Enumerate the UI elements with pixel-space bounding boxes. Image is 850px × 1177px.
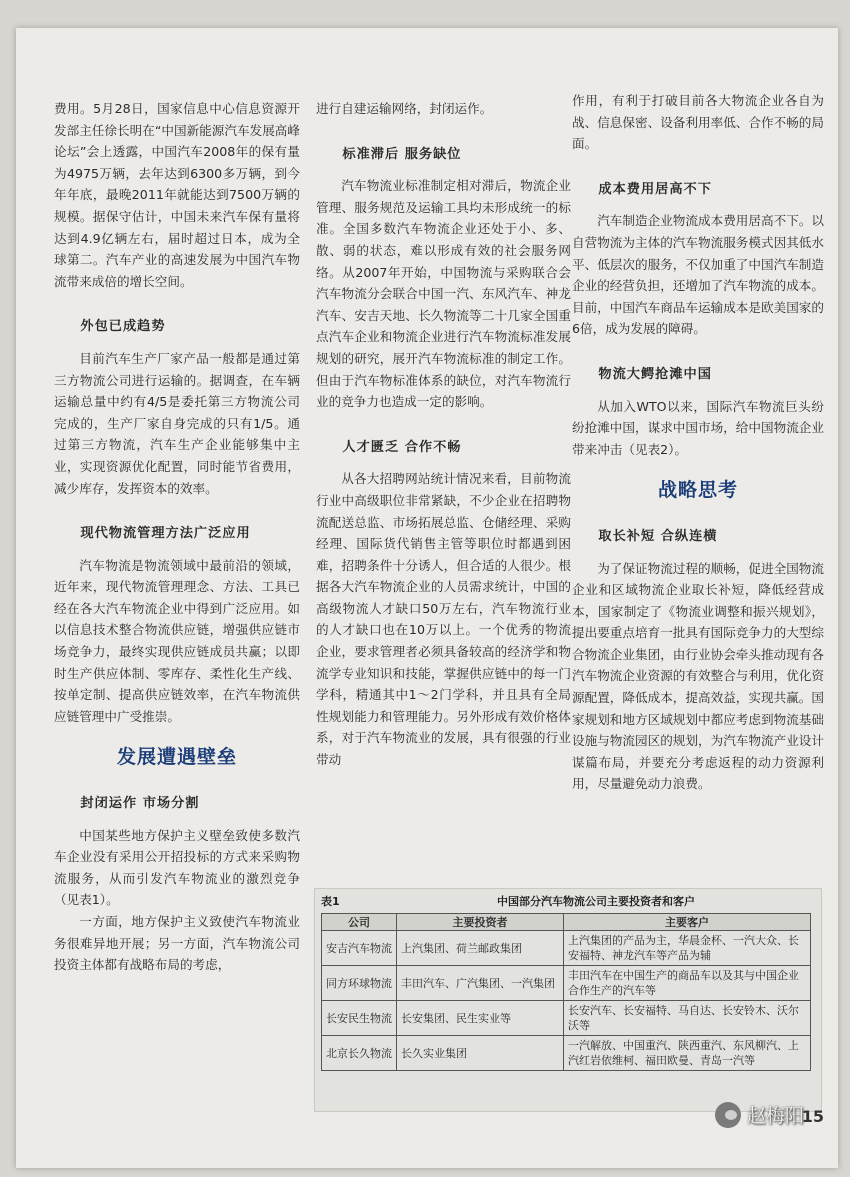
section-heading: 战略思考 xyxy=(657,479,738,502)
magazine-page xyxy=(16,28,838,1168)
table-cell: 长久实业集团 xyxy=(397,1036,564,1071)
text-column-1 xyxy=(54,98,300,976)
watermark xyxy=(715,1101,804,1128)
subheading: 现代物流管理方法广泛应用 xyxy=(80,526,251,542)
table-header-row xyxy=(322,914,811,931)
text-column-3 xyxy=(572,90,824,795)
paragraph: 中国某些地方保护主义壁垒致使多数汽车企业没有采用公开招投标的方式来采购物流服务，从而引发汽车物流业的激烈竞争（见表1）。 xyxy=(54,827,300,908)
table-cell: 长安汽车、长安福特、马自达、长安铃木、沃尔沃等 xyxy=(564,1001,811,1036)
paragraph: 进行自建运输网络，封闭运作。 xyxy=(316,101,493,116)
paragraph: 作用，有利于打破目前各大物流企业各自为战、信息保密、设备利用率低、合作不畅的局面。 xyxy=(572,93,824,152)
table-label: 表1 xyxy=(321,895,340,908)
subheading: 物流大鳄抢滩中国 xyxy=(598,366,712,382)
paragraph: 一方面，地方保护主义致使汽车物流业务很难异地开展；另一方面，汽车物流公司投资主体都有战略布局的考虑， xyxy=(54,914,300,973)
table-row xyxy=(322,1001,811,1036)
subheading: 封闭运作 市场分割 xyxy=(80,796,200,812)
table-row xyxy=(322,966,811,1001)
table-cell: 丰田汽车在中国生产的商品车以及其与中国企业合作生产的汽车等 xyxy=(564,966,811,1001)
subheading: 取长补短 合纵连横 xyxy=(598,528,718,544)
watermark-text: 赵梅阳 xyxy=(746,1105,804,1127)
paragraph: 为了保证物流过程的顺畅，促进全国物流企业和区域物流企业取长补短，降低经营成本，国家制定了《物流业调整和振兴规划》，提出要重点培育一批具有国际竞争力的大型综合物流企业集团，由行业协会牵头推动现有各汽车物流企业资源的有效整合与利用，优化资源配置，降低成本，提高效益，实现共赢。国家规划和地方区域规划中都应考虑到物流基础设施与物流园区的规划，为汽车物流产业设计谋篇布局，并要充分考虑返程的动力资源利用，尽量避免动力浪费。 xyxy=(572,560,824,792)
table-cell: 同方环球物流 xyxy=(322,966,397,1001)
section-heading: 发展遭遇壁垒 xyxy=(116,746,237,769)
table-caption xyxy=(315,889,821,911)
column-header: 公司 xyxy=(322,914,397,931)
text-column-2 xyxy=(316,98,571,771)
table-cell: 安吉汽车物流 xyxy=(322,931,397,966)
paragraph: 汽车物流是物流领域中最前沿的领域，近年来，现代物流管理理念、方法、工具已经在各大汽车物流企业中得到广泛应用。如以信息技术整合物流供应链，增强供应链市场竞争力，最终实现供应链成员共赢；以即时生产供应体制、零库存、柔性化生产线、按单定制、提高供应链效率，在汽车物流供应链管理中广受推崇。 xyxy=(54,557,300,724)
paragraph: 汽车制造企业物流成本费用居高不下。以自营物流为主体的汽车物流服务模式因其低水平、低层次的服务，不仅加重了中国汽车制造企业的经营负担，还增加了汽车物流的成本。目前，中国汽车商品车运输成本是欧美国家的6倍，成为发展的障碍。 xyxy=(572,213,824,337)
table-row xyxy=(322,1036,811,1071)
paragraph: 目前汽车生产厂家产品一般都是通过第三方物流公司进行运输的。据调查，在车辆运输总量中约有4/5是委托第三方物流公司完成的，生产厂家自身完成的只有1/5。通过第三方物流，汽车生产企业能够集中主业，实现资源优化配置，同时能节省费用，减少库存，发挥资本的效率。 xyxy=(54,350,300,496)
table-row xyxy=(322,931,811,966)
paragraph: 费用。5月28日，国家信息中心信息资源开发部主任徐长明在“中国新能源汽车发展高峰论坛”会上透露，中国汽车2008年的保有量为4975万辆，去年达到6300多万辆，到今年年底，最晚2011年就能达到7500万辆的规模。据保守估计，中国未来汽车保有量将达到4.9亿辆左右，届时超过日本，成为全球第二。汽车产业的高速发展为中国汽车物流带来成倍的增长空间。 xyxy=(54,101,300,289)
table-cell: 长安集团、民生实业等 xyxy=(397,1001,564,1036)
subheading: 人才匮乏 合作不畅 xyxy=(342,439,462,455)
table-cell: 丰田汽车、广汽集团、一汽集团 xyxy=(397,966,564,1001)
paragraph: 从加入WTO以来，国际汽车物流巨头纷纷抢滩中国，谋求中国市场，给中国物流企业带来冲击（见表2）。 xyxy=(572,398,824,457)
table-cell: 上汽集团、荷兰邮政集团 xyxy=(397,931,564,966)
table-cell: 长安民生物流 xyxy=(322,1001,397,1036)
subheading: 外包已成趋势 xyxy=(80,319,166,335)
subheading: 标准滞后 服务缺位 xyxy=(342,146,462,162)
table-cell: 上汽集团的产品为主，华晨金杯、一汽大众、长安福特、神龙汽车等产品为辅 xyxy=(564,931,811,966)
paragraph: 汽车物流业标准制定相对滞后，物流企业管理、服务规范及运输工具均未形成统一的标准。全国多数汽车物流企业还处于小、多、散、弱的状态，难以形成有效的社会服务网络。从2007年开始，中国物流与采购联合会汽车物流分会联合中国一汽、东风汽车、神龙汽车、安吉天地、长久物流等二十几家全国重点汽车企业和物流企业进行汽车物流标准发展规划的研究，展开汽车物流标准的制定工作。但由于汽车物标准体系的缺位，对汽车物流行业的竞争力也造成一定的影响。 xyxy=(316,178,571,410)
table-cell: 一汽解放、中国重汽、陕西重汽、东风柳汽、上汽红岩依维柯、福田欧曼、青岛一汽等 xyxy=(564,1036,811,1071)
page-number: 15 xyxy=(801,1107,824,1126)
table-title: 中国部分汽车物流公司主要投资者和客户 xyxy=(497,895,695,908)
table-cell: 北京长久物流 xyxy=(322,1036,397,1071)
wechat-icon xyxy=(715,1102,741,1128)
column-header: 主要客户 xyxy=(564,914,811,931)
subheading: 成本费用居高不下 xyxy=(598,181,712,197)
data-table xyxy=(321,913,811,1071)
column-header: 主要投资者 xyxy=(397,914,564,931)
table-1 xyxy=(314,888,822,1112)
paragraph: 从各大招聘网站统计情况来看，目前物流行业中高级职位非常紧缺，不少企业在招聘物流配送总监、市场拓展总监、仓储经理、采购经理、国际货代销售主管等职位时都遇到困难，招聘条件十分诱人，但合适的人很少。根据各大汽车物流企业的人员需求统计，中国的高级物流人才缺口50万左右，汽车物流行业的人才缺口也在10万以上。一个优秀的物流企业，要求管理者必须具备较高的经济学和物流学专业知识和技能，掌握供应链中的每一门学科，精通其中1～2门学科，并且具有全局性规划能力和管理能力。另外形成有效价格体系，对于汽车物流业的发展，具有很强的行业带动 xyxy=(316,471,571,768)
